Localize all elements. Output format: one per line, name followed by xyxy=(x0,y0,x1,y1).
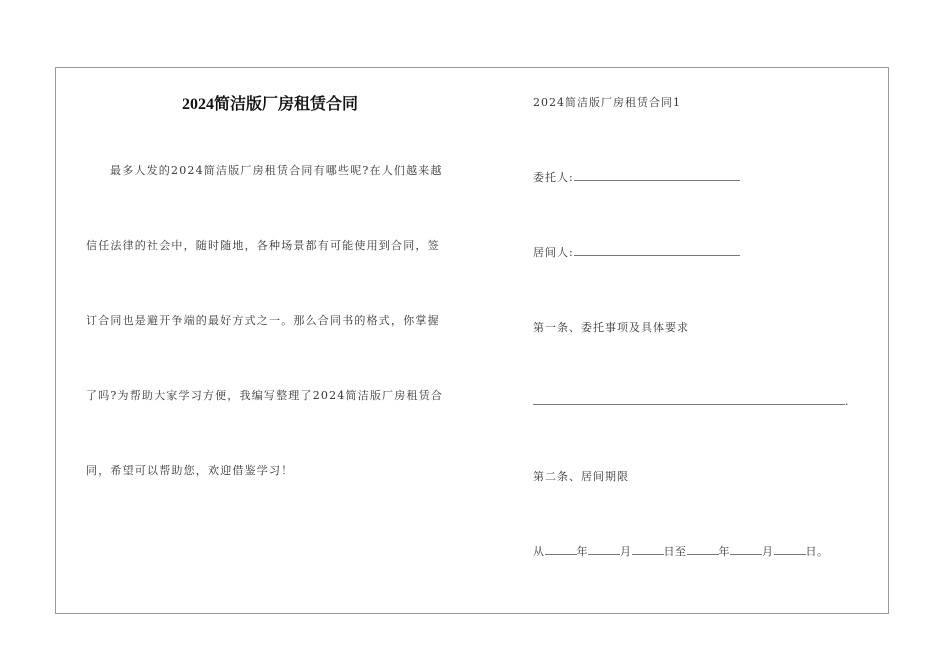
page-frame xyxy=(55,67,889,614)
blank-month-2 xyxy=(730,544,762,555)
article-1-end: . xyxy=(845,395,850,408)
article-2-heading: 第二条、居间期限 xyxy=(533,470,629,483)
paragraph-line-3: 订合同也是避开争端的最好方式之一。那么合同书的格式，你掌握 xyxy=(86,314,440,327)
client-line xyxy=(533,169,740,185)
period-day-end: 日。 xyxy=(805,545,829,558)
paragraph-line-2: 信任法律的社会中，随时随地，各种场景都有可能使用到合同，签 xyxy=(86,239,440,252)
paragraph-line-4: 了吗?为帮助大家学习方便，我编写整理了2024简洁版厂房租赁合 xyxy=(86,389,444,402)
period-year-2: 年 xyxy=(718,545,730,558)
blank-year-2 xyxy=(687,544,719,555)
broker-line xyxy=(533,244,740,260)
paragraph-line-1: 最多人发的2024简洁版厂房租赁合同有哪些呢?在人们越来越 xyxy=(110,164,443,177)
broker-blank xyxy=(574,245,740,256)
blank-year-1 xyxy=(545,544,577,555)
period-day-to: 日至 xyxy=(663,545,687,558)
contract-heading: 2024简洁版厂房租赁合同1 xyxy=(533,96,681,109)
blank-month-1 xyxy=(588,544,620,555)
blank-day-1 xyxy=(632,544,664,555)
period-month-1: 月 xyxy=(620,545,632,558)
paragraph-line-5: 同，希望可以帮助您，欢迎借鉴学习！ xyxy=(86,464,294,477)
period-line xyxy=(533,543,829,559)
blank-day-2 xyxy=(774,544,806,555)
client-blank xyxy=(574,170,740,181)
period-from: 从 xyxy=(533,545,545,558)
period-month-2: 月 xyxy=(762,545,774,558)
article-1-blank-line xyxy=(533,394,850,408)
client-label: 委托人: xyxy=(533,171,574,184)
document-title: 2024简洁版厂房租赁合同 xyxy=(181,96,358,113)
article-1-blank xyxy=(533,394,845,405)
broker-label: 居间人: xyxy=(533,246,574,259)
period-year-1: 年 xyxy=(576,545,588,558)
article-1-heading: 第一条、委托事项及具体要求 xyxy=(533,321,689,334)
